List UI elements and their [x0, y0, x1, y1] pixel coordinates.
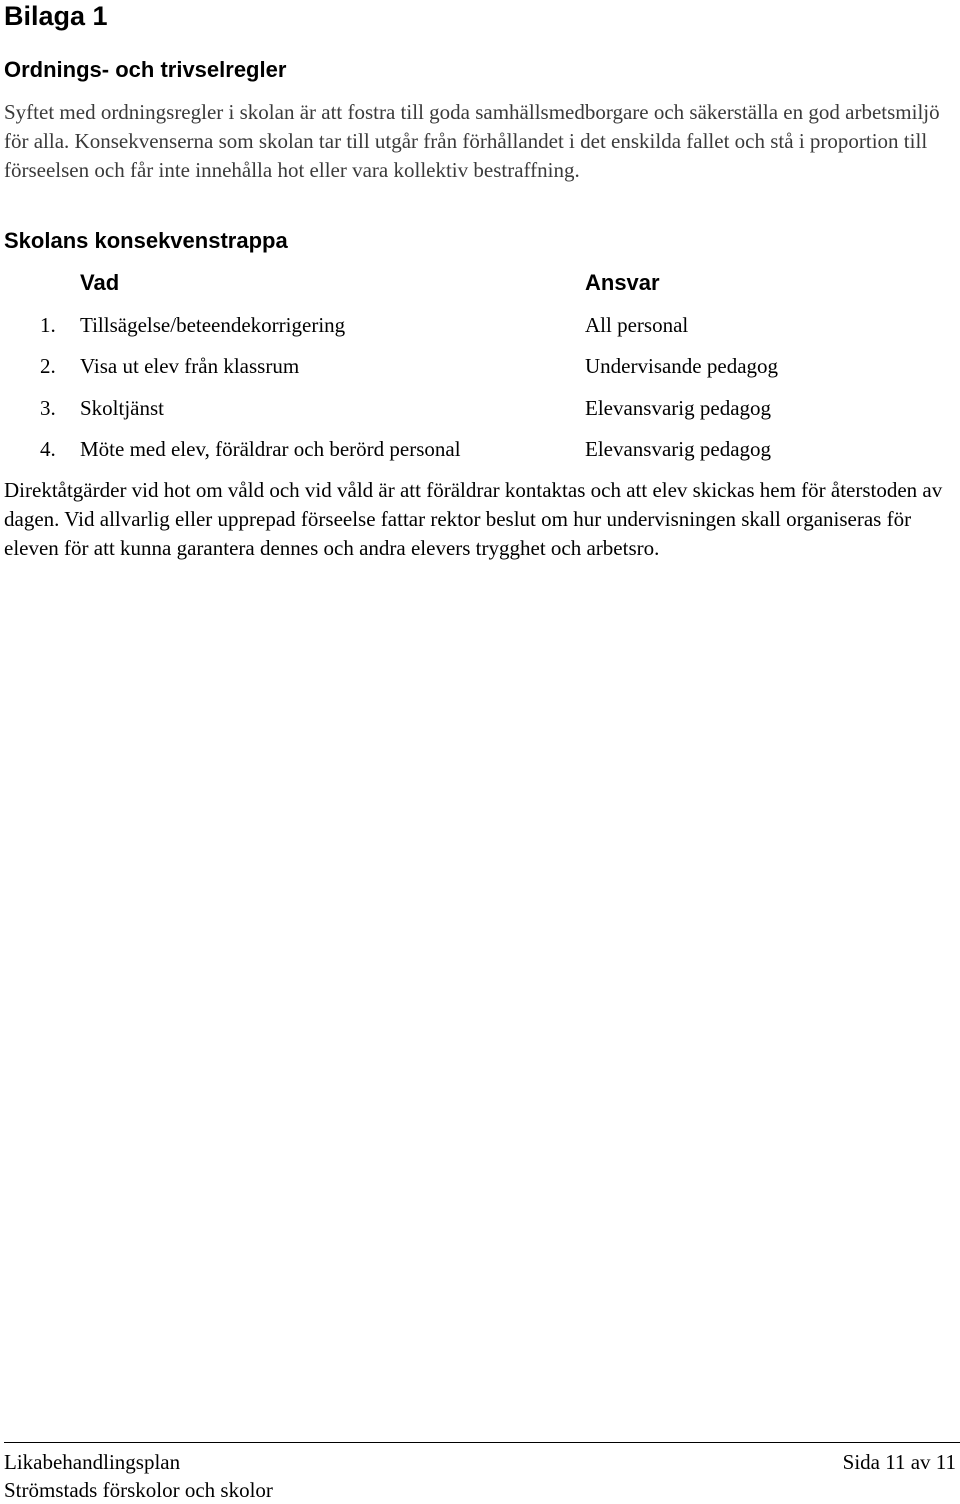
table-row [4, 310, 904, 352]
row-responsibility: All personal [585, 312, 689, 337]
footer-page-number: Sida 11 av 11 [842, 1450, 956, 1474]
section-heading-rules: Ordnings- och trivselregler [4, 57, 287, 82]
footer-organization: Strömstads förskolor och skolor [4, 1478, 273, 1502]
row-responsibility: Undervisande pedagog [585, 354, 779, 378]
row-responsibility: Elevansvarig pedagog [585, 437, 772, 461]
table-header-row [4, 268, 904, 310]
table-row [4, 434, 904, 476]
row-action: Möte med elev, föräldrar och berörd personal [80, 437, 461, 461]
row-responsibility: Elevansvarig pedagog [585, 395, 772, 420]
intro-paragraph: Syftet med ordningsregler i skolan är att fostra till goda samhällsmedborgare och säkerställa en god arbetsmiljö för alla. Konsekvenserna som skolan tar till utgår från förhållandet i det enskilda fallet och stå i proportion till förseelsen och får inte innehålla hot eller vara kollektiv bestraffning. [4, 100, 940, 182]
row-number: 3. [40, 395, 56, 420]
footer-document-title: Likabehandlingsplan [4, 1450, 181, 1474]
column-header-responsibility: Ansvar [585, 270, 660, 295]
table-row [4, 351, 904, 393]
row-number: 4. [40, 437, 56, 461]
column-header-what: Vad [80, 270, 120, 295]
consequence-table [4, 268, 904, 476]
row-number: 1. [40, 312, 56, 337]
row-number: 2. [40, 354, 56, 378]
footer-divider [4, 1442, 960, 1443]
page-title: Bilaga 1 [4, 1, 108, 31]
row-action: Tillsägelse/beteendekorrigering [80, 312, 346, 337]
row-action: Skoltjänst [80, 395, 165, 420]
outro-paragraph: Direktåtgärder vid hot om våld och vid våld är att föräldrar kontaktas och att elev skickas hem för återstoden av dagen. Vid allvarlig eller upprepad förseelse fattar rektor beslut om hur undervisningen skall organiseras för eleven för att kunna garantera dennes och andra elevers trygghet och arbetsro. [4, 478, 943, 560]
section-heading-consequence-ladder: Skolans konsekvenstrappa [4, 228, 288, 253]
table-row [4, 393, 904, 435]
row-action: Visa ut elev från klassrum [80, 354, 300, 378]
